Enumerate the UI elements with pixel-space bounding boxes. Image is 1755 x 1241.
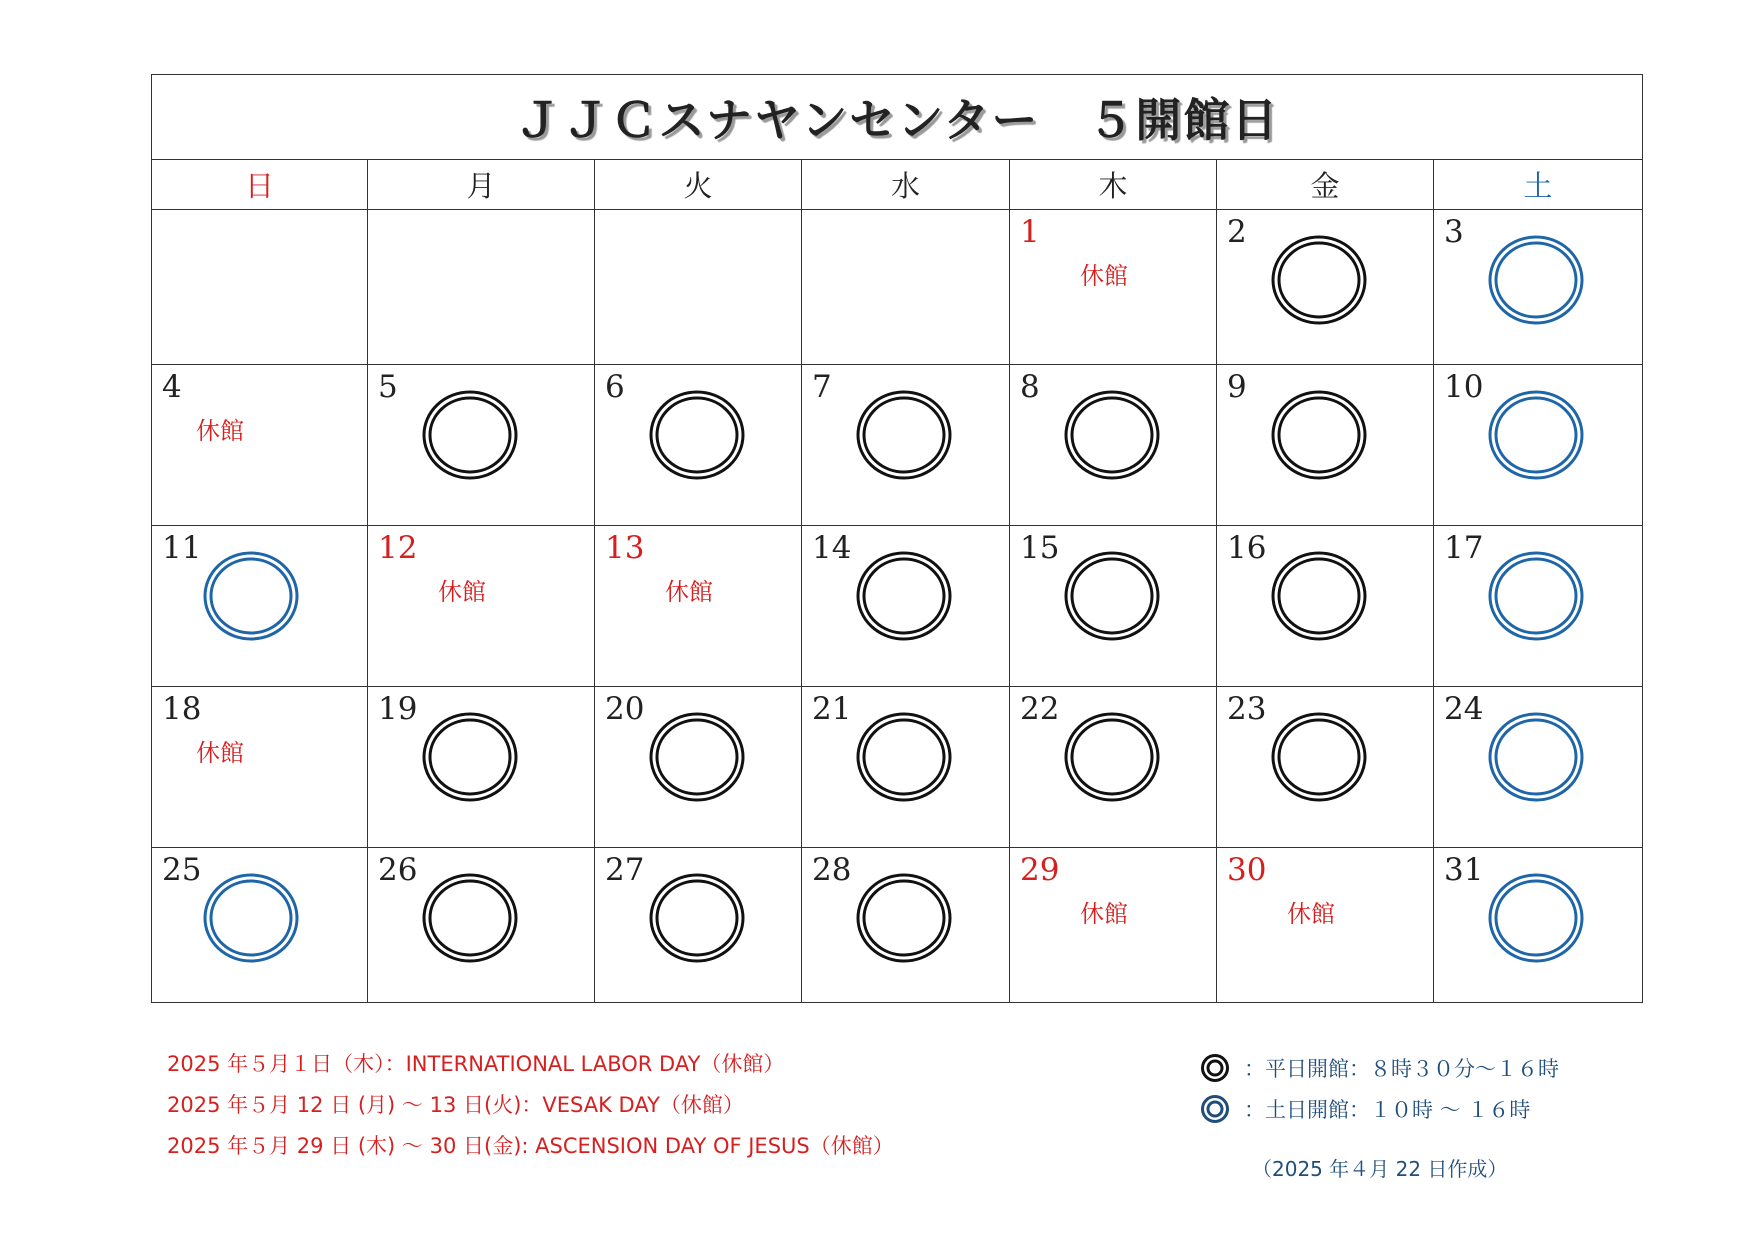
day-number: 20 xyxy=(605,691,645,727)
day-number: 1 xyxy=(1020,214,1040,250)
day-cell xyxy=(1217,687,1434,848)
weekday-friday: 金 xyxy=(1217,160,1434,210)
holiday-note: 2025 年５月 12 日 (月) ～ 13 日(火)：VESAK DAY（休館） xyxy=(167,1093,744,1117)
weekday-thursday: 木 xyxy=(1010,160,1217,210)
day-cell xyxy=(802,687,1010,848)
day-cell xyxy=(368,848,595,1003)
day-number: 26 xyxy=(378,852,418,888)
legend-row-weekday xyxy=(1200,1047,1559,1088)
closed-label: 休館 xyxy=(1080,262,1128,290)
closed-label: 休館 xyxy=(438,578,486,606)
day-number: 3 xyxy=(1444,214,1464,250)
calendar-title: ＪＪＣスナヤンセンター ５開館日 xyxy=(514,93,1280,147)
double-circle-blue-icon xyxy=(1200,1094,1230,1124)
closed-label: 休館 xyxy=(665,578,713,606)
day-cell xyxy=(595,687,802,848)
double-circle-black-icon xyxy=(854,709,954,805)
closed-label: 休館 xyxy=(1287,900,1335,928)
day-cell xyxy=(1217,526,1434,687)
opening-hours-legend xyxy=(1200,1047,1559,1129)
empty-day-cell xyxy=(802,210,1010,365)
double-circle-black-icon xyxy=(647,387,747,483)
double-circle-black-icon xyxy=(1269,548,1369,644)
closed-label: 休館 xyxy=(196,739,244,767)
day-cell xyxy=(1217,210,1434,365)
double-circle-blue-icon xyxy=(1486,870,1586,966)
week-row xyxy=(152,210,1643,365)
calendar-table xyxy=(151,74,1643,1003)
day-number: 29 xyxy=(1020,852,1060,888)
empty-day-cell xyxy=(368,210,595,365)
legend-row-weekend xyxy=(1200,1088,1559,1129)
week-row xyxy=(152,365,1643,526)
day-number: 12 xyxy=(378,530,418,566)
day-cell xyxy=(1010,526,1217,687)
day-number: 24 xyxy=(1444,691,1484,727)
day-number: 8 xyxy=(1020,369,1040,405)
day-cell xyxy=(1010,210,1217,365)
weekday-saturday: 土 xyxy=(1434,160,1643,210)
day-cell xyxy=(1434,526,1643,687)
day-number: 9 xyxy=(1227,369,1247,405)
day-number: 11 xyxy=(162,530,202,566)
double-circle-black-icon xyxy=(1269,709,1369,805)
double-circle-blue-icon xyxy=(201,548,301,644)
day-number: 6 xyxy=(605,369,625,405)
day-number: 27 xyxy=(605,852,645,888)
day-cell xyxy=(1010,687,1217,848)
day-cell xyxy=(368,687,595,848)
day-number: 7 xyxy=(812,369,832,405)
day-cell xyxy=(595,365,802,526)
day-cell xyxy=(152,848,368,1003)
double-circle-blue-icon xyxy=(1486,232,1586,328)
holiday-note: 2025 年５月１日（木）：INTERNATIONAL LABOR DAY（休館） xyxy=(167,1052,785,1076)
day-number: 31 xyxy=(1444,852,1484,888)
day-cell xyxy=(152,365,368,526)
weekday-header-row xyxy=(152,160,1643,210)
day-number: 21 xyxy=(812,691,852,727)
double-circle-black-icon xyxy=(1062,548,1162,644)
double-circle-black-icon xyxy=(1269,387,1369,483)
legend-weekday-text: ：平日開館：８時３０分～１６時 xyxy=(1244,1056,1559,1081)
day-number: 4 xyxy=(162,369,182,405)
double-circle-black-icon xyxy=(647,709,747,805)
day-cell xyxy=(1434,848,1643,1003)
double-circle-black-icon xyxy=(1269,232,1369,328)
closed-label: 休館 xyxy=(196,417,244,445)
double-circle-black-icon xyxy=(420,387,520,483)
day-cell xyxy=(595,848,802,1003)
day-cell xyxy=(1217,848,1434,1003)
day-cell xyxy=(368,526,595,687)
empty-day-cell xyxy=(595,210,802,365)
day-cell xyxy=(152,526,368,687)
double-circle-black-icon xyxy=(854,387,954,483)
day-cell xyxy=(1434,687,1643,848)
day-number: 16 xyxy=(1227,530,1267,566)
double-circle-blue-icon xyxy=(201,870,301,966)
calendar-title-cell xyxy=(152,75,1643,160)
closed-label: 休館 xyxy=(1080,900,1128,928)
day-cell xyxy=(1434,210,1643,365)
weekday-wednesday: 水 xyxy=(802,160,1010,210)
holiday-note: 2025 年５月 29 日 (木) ～ 30 日(金): ASCENSION DAY OF JESUS（休館） xyxy=(167,1134,894,1158)
day-cell xyxy=(802,365,1010,526)
day-number: 17 xyxy=(1444,530,1484,566)
day-number: 28 xyxy=(812,852,852,888)
weekday-sunday: 日 xyxy=(152,160,368,210)
day-number: 14 xyxy=(812,530,852,566)
day-cell xyxy=(368,365,595,526)
weekday-monday: 月 xyxy=(368,160,595,210)
legend-weekend-text: ：土日開館：１０時 ～ １６時 xyxy=(1244,1097,1531,1122)
day-number: 23 xyxy=(1227,691,1267,727)
week-row xyxy=(152,848,1643,1003)
day-cell xyxy=(1010,365,1217,526)
day-cell xyxy=(1434,365,1643,526)
double-circle-blue-icon xyxy=(1486,548,1586,644)
double-circle-black-icon xyxy=(647,870,747,966)
day-number: 18 xyxy=(162,691,202,727)
week-row xyxy=(152,526,1643,687)
double-circle-blue-icon xyxy=(1486,709,1586,805)
day-number: 30 xyxy=(1227,852,1267,888)
day-number: 2 xyxy=(1227,214,1247,250)
day-cell xyxy=(1010,848,1217,1003)
double-circle-black-icon xyxy=(854,548,954,644)
double-circle-blue-icon xyxy=(1486,387,1586,483)
day-number: 13 xyxy=(605,530,645,566)
day-cell xyxy=(802,848,1010,1003)
day-cell xyxy=(802,526,1010,687)
double-circle-black-icon xyxy=(420,870,520,966)
double-circle-black-icon xyxy=(1062,709,1162,805)
day-number: 19 xyxy=(378,691,418,727)
day-number: 10 xyxy=(1444,369,1484,405)
double-circle-black-icon xyxy=(1200,1053,1230,1083)
day-number: 25 xyxy=(162,852,202,888)
day-number: 5 xyxy=(378,369,398,405)
created-date: （2025 年４月 22 日作成） xyxy=(1252,1157,1508,1181)
double-circle-black-icon xyxy=(1062,387,1162,483)
day-cell xyxy=(1217,365,1434,526)
day-cell xyxy=(152,687,368,848)
day-cell xyxy=(595,526,802,687)
week-row xyxy=(152,687,1643,848)
weekday-tuesday: 火 xyxy=(595,160,802,210)
day-number: 15 xyxy=(1020,530,1060,566)
double-circle-black-icon xyxy=(420,709,520,805)
double-circle-black-icon xyxy=(854,870,954,966)
holiday-notes xyxy=(167,1048,894,1171)
empty-day-cell xyxy=(152,210,368,365)
day-number: 22 xyxy=(1020,691,1060,727)
